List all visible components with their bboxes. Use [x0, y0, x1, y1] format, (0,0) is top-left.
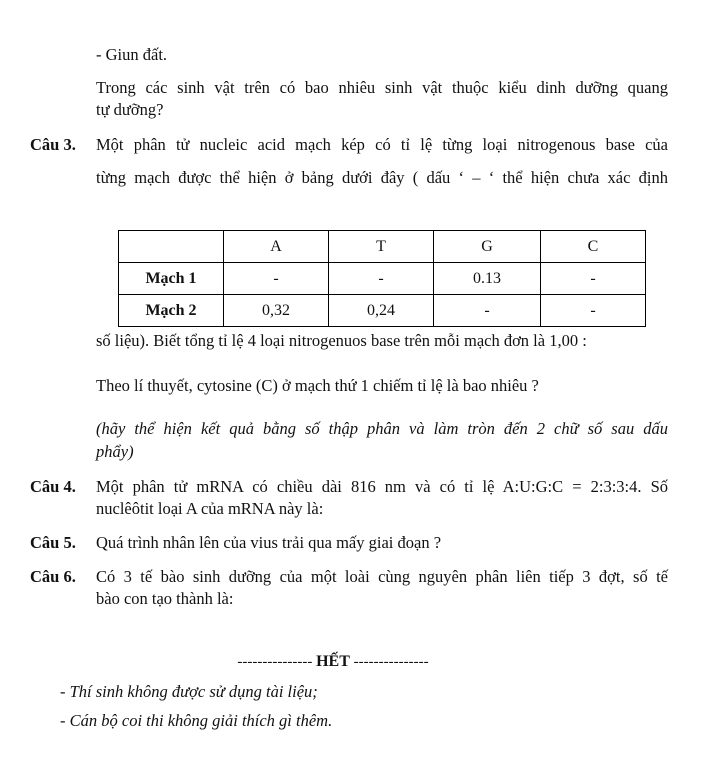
question-4-line-1: Một phân tử mRNA có chiều dài 816 nm và có tỉ lệ A:U:G:C = 2:3:3:4. Số: [96, 477, 668, 496]
question-6-line-2: bào con tạo thành là:: [96, 589, 234, 608]
table-row: [119, 263, 646, 295]
table-header-row: [119, 231, 646, 263]
question-3-line-3: số liệu). Biết tổng tỉ lệ 4 loại nitrogenuos base trên mỗi mạch đơn là 1,00 :: [96, 331, 587, 350]
table-header-cell: C: [541, 231, 646, 263]
question-6-label: Câu 6.: [30, 567, 76, 586]
question-3-note-line-2: phẩy): [96, 442, 134, 461]
table-row-header: Mạch 1: [119, 263, 224, 295]
question-3-line-4: Theo lí thuyết, cytosine (C) ở mạch thứ 1 chiếm tỉ lệ là bao nhiêu ?: [96, 376, 539, 395]
table-cell: -: [224, 263, 329, 295]
dashes-right: ---------------: [353, 654, 429, 670]
table-cell: 0,24: [329, 295, 434, 327]
table-header-cell: A: [224, 231, 329, 263]
nitrogenous-base-table: [118, 230, 646, 327]
question-4-line-2: nuclêôtit loại A của mRNA này là:: [96, 499, 324, 518]
table-cell: -: [329, 263, 434, 295]
table-row: [119, 295, 646, 327]
het-label: HẾT: [316, 653, 350, 670]
table-header-cell: [119, 231, 224, 263]
table-row-header: Mạch 2: [119, 295, 224, 327]
table-header-cell: G: [434, 231, 541, 263]
question-5-label: Câu 5.: [30, 533, 76, 552]
table-cell: -: [434, 295, 541, 327]
end-of-exam-marker: [220, 651, 446, 673]
question-text-line-1: Trong các sinh vật trên có bao nhiêu sinh vật thuộc kiểu dinh dưỡng quang: [96, 78, 668, 97]
table-cell: 0,32: [224, 295, 329, 327]
footer-note-1: - Thí sinh không được sử dụng tài liệu;: [60, 682, 318, 701]
question-text-line-2: tự dưỡng?: [96, 100, 164, 119]
table-header-cell: T: [329, 231, 434, 263]
question-3-note-line-1: (hãy thể hiện kết quả bằng số thập phân và làm tròn đến 2 chữ số sau dấu: [96, 419, 668, 438]
list-item-giun-dat: - Giun đất.: [96, 45, 168, 64]
table-cell: -: [541, 263, 646, 295]
question-3-line-1: Một phân tử nucleic acid mạch kép có tỉ lệ từng loại nitrogenous base của: [96, 135, 668, 154]
question-5-line-1: Quá trình nhân lên của vius trải qua mấy giai đoạn ?: [96, 533, 442, 552]
question-3-label: Câu 3.: [30, 135, 76, 154]
question-3-line-2: từng mạch được thể hiện ở bảng dưới đây ( dấu ‘ – ‘ thể hiện chưa xác định: [96, 168, 668, 187]
question-4-label: Câu 4.: [30, 477, 76, 496]
table-cell: -: [541, 295, 646, 327]
question-6-line-1: Có 3 tế bào sinh dưỡng của một loài cùng nguyên phân liên tiếp 3 đợt, số tế: [96, 567, 668, 586]
table-cell: 0.13: [434, 263, 541, 295]
dashes-left: ---------------: [237, 654, 313, 670]
footer-note-2: - Cán bộ coi thi không giải thích gì thêm.: [60, 711, 333, 730]
